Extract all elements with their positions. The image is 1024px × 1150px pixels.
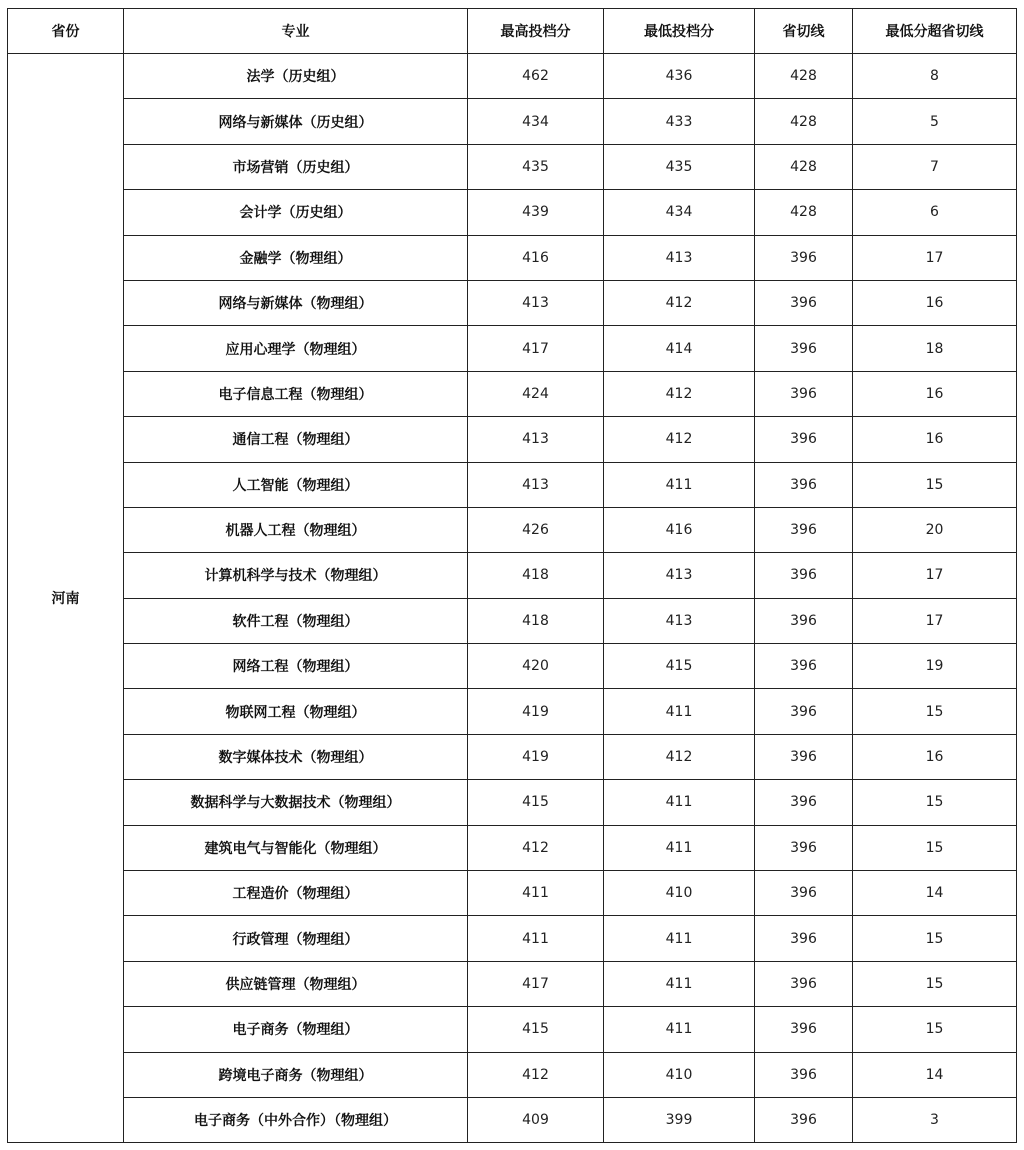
table-row bbox=[8, 371, 1017, 416]
score-table-container bbox=[7, 8, 1017, 1143]
max-score-cell: 418 bbox=[468, 598, 604, 643]
min-score-cell: 433 bbox=[604, 99, 755, 144]
province-line-cell: 396 bbox=[755, 644, 853, 689]
province-line-cell: 396 bbox=[755, 1007, 853, 1052]
min-score-cell: 399 bbox=[604, 1097, 755, 1142]
major-cell: 电子商务（物理组） bbox=[124, 1007, 468, 1052]
header-province: 省份 bbox=[8, 9, 124, 54]
max-score-cell: 413 bbox=[468, 417, 604, 462]
table-row bbox=[8, 235, 1017, 280]
header-min-score: 最低投档分 bbox=[604, 9, 755, 54]
table-row bbox=[8, 871, 1017, 916]
major-cell: 供应链管理（物理组） bbox=[124, 961, 468, 1006]
province-line-cell: 396 bbox=[755, 689, 853, 734]
province-line-cell: 396 bbox=[755, 961, 853, 1006]
table-row bbox=[8, 54, 1017, 99]
province-line-cell: 396 bbox=[755, 507, 853, 552]
min-score-cell: 411 bbox=[604, 780, 755, 825]
over-line-cell: 15 bbox=[853, 462, 1017, 507]
major-cell: 应用心理学（物理组） bbox=[124, 326, 468, 371]
table-row bbox=[8, 644, 1017, 689]
min-score-cell: 410 bbox=[604, 1052, 755, 1097]
table-row bbox=[8, 190, 1017, 235]
min-score-cell: 435 bbox=[604, 144, 755, 189]
province-line-cell: 428 bbox=[755, 99, 853, 144]
major-cell: 网络工程（物理组） bbox=[124, 644, 468, 689]
province-line-cell: 396 bbox=[755, 916, 853, 961]
max-score-cell: 417 bbox=[468, 961, 604, 1006]
max-score-cell: 419 bbox=[468, 689, 604, 734]
province-line-cell: 396 bbox=[755, 1052, 853, 1097]
over-line-cell: 16 bbox=[853, 280, 1017, 325]
max-score-cell: 420 bbox=[468, 644, 604, 689]
min-score-cell: 411 bbox=[604, 916, 755, 961]
major-cell: 物联网工程（物理组） bbox=[124, 689, 468, 734]
major-cell: 软件工程（物理组） bbox=[124, 598, 468, 643]
province-line-cell: 396 bbox=[755, 462, 853, 507]
header-over-line: 最低分超省切线 bbox=[853, 9, 1017, 54]
province-line-cell: 428 bbox=[755, 54, 853, 99]
max-score-cell: 435 bbox=[468, 144, 604, 189]
max-score-cell: 439 bbox=[468, 190, 604, 235]
min-score-cell: 411 bbox=[604, 1007, 755, 1052]
major-cell: 建筑电气与智能化（物理组） bbox=[124, 825, 468, 870]
max-score-cell: 434 bbox=[468, 99, 604, 144]
table-row bbox=[8, 1097, 1017, 1142]
over-line-cell: 15 bbox=[853, 780, 1017, 825]
major-cell: 数字媒体技术（物理组） bbox=[124, 734, 468, 779]
table-row bbox=[8, 553, 1017, 598]
over-line-cell: 15 bbox=[853, 1007, 1017, 1052]
min-score-cell: 411 bbox=[604, 689, 755, 734]
province-line-cell: 396 bbox=[755, 871, 853, 916]
table-header-row bbox=[8, 9, 1017, 54]
min-score-cell: 413 bbox=[604, 553, 755, 598]
major-cell: 行政管理（物理组） bbox=[124, 916, 468, 961]
over-line-cell: 15 bbox=[853, 961, 1017, 1006]
min-score-cell: 434 bbox=[604, 190, 755, 235]
over-line-cell: 14 bbox=[853, 1052, 1017, 1097]
max-score-cell: 409 bbox=[468, 1097, 604, 1142]
major-cell: 机器人工程（物理组） bbox=[124, 507, 468, 552]
over-line-cell: 18 bbox=[853, 326, 1017, 371]
over-line-cell: 3 bbox=[853, 1097, 1017, 1142]
min-score-cell: 411 bbox=[604, 961, 755, 1006]
province-line-cell: 396 bbox=[755, 734, 853, 779]
over-line-cell: 20 bbox=[853, 507, 1017, 552]
province-cell: 河南 bbox=[8, 54, 124, 1143]
max-score-cell: 415 bbox=[468, 1007, 604, 1052]
max-score-cell: 411 bbox=[468, 871, 604, 916]
table-row bbox=[8, 734, 1017, 779]
table-row bbox=[8, 417, 1017, 462]
over-line-cell: 16 bbox=[853, 417, 1017, 462]
min-score-cell: 413 bbox=[604, 235, 755, 280]
province-line-cell: 396 bbox=[755, 326, 853, 371]
major-cell: 法学（历史组） bbox=[124, 54, 468, 99]
province-line-cell: 396 bbox=[755, 598, 853, 643]
header-major: 专业 bbox=[124, 9, 468, 54]
min-score-cell: 412 bbox=[604, 734, 755, 779]
province-line-cell: 396 bbox=[755, 371, 853, 416]
major-cell: 通信工程（物理组） bbox=[124, 417, 468, 462]
province-line-cell: 396 bbox=[755, 1097, 853, 1142]
min-score-cell: 411 bbox=[604, 462, 755, 507]
major-cell: 人工智能（物理组） bbox=[124, 462, 468, 507]
min-score-cell: 411 bbox=[604, 825, 755, 870]
max-score-cell: 415 bbox=[468, 780, 604, 825]
province-line-cell: 396 bbox=[755, 825, 853, 870]
min-score-cell: 415 bbox=[604, 644, 755, 689]
major-cell: 电子信息工程（物理组） bbox=[124, 371, 468, 416]
max-score-cell: 413 bbox=[468, 462, 604, 507]
over-line-cell: 17 bbox=[853, 553, 1017, 598]
table-row bbox=[8, 144, 1017, 189]
max-score-cell: 462 bbox=[468, 54, 604, 99]
min-score-cell: 414 bbox=[604, 326, 755, 371]
major-cell: 跨境电子商务（物理组） bbox=[124, 1052, 468, 1097]
table-row bbox=[8, 916, 1017, 961]
table-row bbox=[8, 780, 1017, 825]
table-row bbox=[8, 689, 1017, 734]
min-score-cell: 412 bbox=[604, 417, 755, 462]
over-line-cell: 19 bbox=[853, 644, 1017, 689]
over-line-cell: 6 bbox=[853, 190, 1017, 235]
header-province-line: 省切线 bbox=[755, 9, 853, 54]
table-row bbox=[8, 825, 1017, 870]
table-row bbox=[8, 462, 1017, 507]
min-score-cell: 412 bbox=[604, 371, 755, 416]
province-line-cell: 396 bbox=[755, 235, 853, 280]
province-line-cell: 396 bbox=[755, 417, 853, 462]
major-cell: 电子商务（中外合作）（物理组） bbox=[124, 1097, 468, 1142]
table-row bbox=[8, 99, 1017, 144]
over-line-cell: 16 bbox=[853, 371, 1017, 416]
min-score-cell: 436 bbox=[604, 54, 755, 99]
max-score-cell: 417 bbox=[468, 326, 604, 371]
max-score-cell: 416 bbox=[468, 235, 604, 280]
over-line-cell: 7 bbox=[853, 144, 1017, 189]
table-row bbox=[8, 326, 1017, 371]
province-line-cell: 428 bbox=[755, 144, 853, 189]
over-line-cell: 17 bbox=[853, 598, 1017, 643]
max-score-cell: 419 bbox=[468, 734, 604, 779]
min-score-cell: 410 bbox=[604, 871, 755, 916]
table-row bbox=[8, 507, 1017, 552]
max-score-cell: 424 bbox=[468, 371, 604, 416]
max-score-cell: 412 bbox=[468, 1052, 604, 1097]
over-line-cell: 8 bbox=[853, 54, 1017, 99]
header-max-score: 最高投档分 bbox=[468, 9, 604, 54]
min-score-cell: 412 bbox=[604, 280, 755, 325]
major-cell: 工程造价（物理组） bbox=[124, 871, 468, 916]
max-score-cell: 412 bbox=[468, 825, 604, 870]
table-row bbox=[8, 598, 1017, 643]
admission-score-table bbox=[7, 8, 1017, 1143]
max-score-cell: 413 bbox=[468, 280, 604, 325]
major-cell: 计算机科学与技术（物理组） bbox=[124, 553, 468, 598]
min-score-cell: 413 bbox=[604, 598, 755, 643]
max-score-cell: 426 bbox=[468, 507, 604, 552]
table-row bbox=[8, 1007, 1017, 1052]
over-line-cell: 15 bbox=[853, 689, 1017, 734]
table-row bbox=[8, 961, 1017, 1006]
over-line-cell: 5 bbox=[853, 99, 1017, 144]
max-score-cell: 411 bbox=[468, 916, 604, 961]
province-line-cell: 396 bbox=[755, 780, 853, 825]
over-line-cell: 15 bbox=[853, 825, 1017, 870]
over-line-cell: 16 bbox=[853, 734, 1017, 779]
over-line-cell: 17 bbox=[853, 235, 1017, 280]
major-cell: 网络与新媒体（物理组） bbox=[124, 280, 468, 325]
major-cell: 金融学（物理组） bbox=[124, 235, 468, 280]
major-cell: 市场营销（历史组） bbox=[124, 144, 468, 189]
max-score-cell: 418 bbox=[468, 553, 604, 598]
major-cell: 会计学（历史组） bbox=[124, 190, 468, 235]
province-line-cell: 396 bbox=[755, 553, 853, 598]
over-line-cell: 15 bbox=[853, 916, 1017, 961]
min-score-cell: 416 bbox=[604, 507, 755, 552]
major-cell: 网络与新媒体（历史组） bbox=[124, 99, 468, 144]
table-row bbox=[8, 1052, 1017, 1097]
table-row bbox=[8, 280, 1017, 325]
over-line-cell: 14 bbox=[853, 871, 1017, 916]
major-cell: 数据科学与大数据技术（物理组） bbox=[124, 780, 468, 825]
province-line-cell: 396 bbox=[755, 280, 853, 325]
province-line-cell: 428 bbox=[755, 190, 853, 235]
